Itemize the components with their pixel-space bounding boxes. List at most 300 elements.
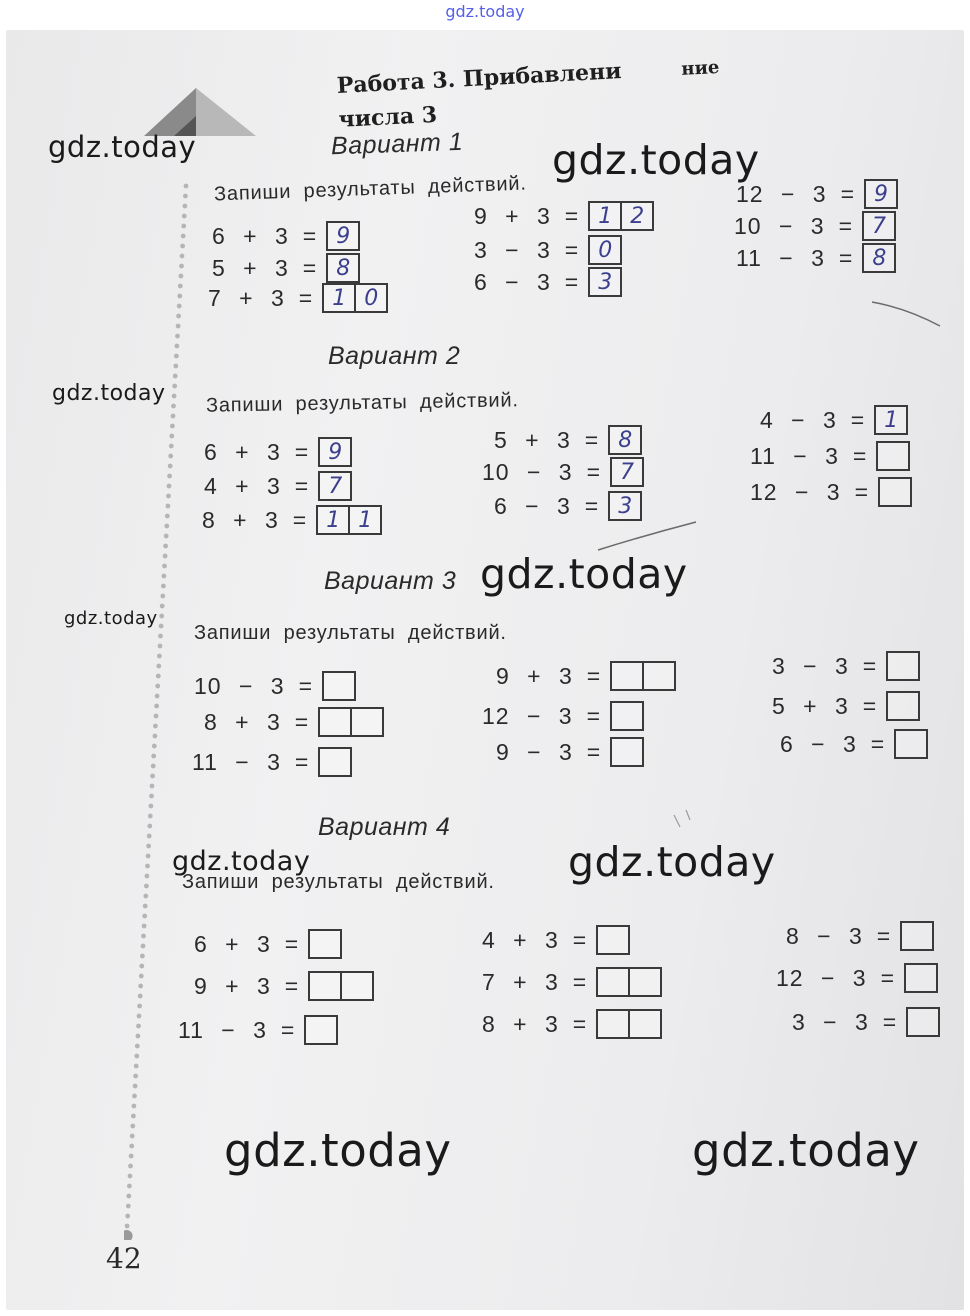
equation-expression: 4 − 3 — [760, 406, 837, 433]
margin-dot — [171, 414, 176, 419]
equals-sign: = — [284, 972, 299, 999]
margin-dot — [154, 704, 159, 709]
answer-digit-cell[interactable]: 1 — [326, 507, 341, 533]
answer-box[interactable] — [308, 929, 342, 959]
variant-3-instruction: Запиши результаты действий. — [194, 622, 507, 644]
margin-dot — [184, 184, 189, 189]
margin-dot — [129, 1144, 134, 1149]
margin-dot — [152, 744, 157, 749]
margin-dot — [163, 554, 168, 559]
margin-dot — [125, 1214, 130, 1219]
margin-dot — [128, 1174, 133, 1179]
answer-box[interactable] — [610, 661, 676, 691]
margin-dot — [134, 1064, 139, 1069]
equals-sign: = — [572, 926, 587, 953]
margin-dot — [131, 1114, 136, 1119]
answer-digit-cell[interactable]: 0 — [598, 237, 613, 263]
margin-dot — [153, 724, 158, 729]
answer-digit-cell[interactable]: 8 — [336, 255, 351, 281]
answer-digit-cell[interactable] — [628, 1011, 660, 1037]
margin-dot — [150, 774, 155, 779]
answer-digit-cell[interactable]: 9 — [874, 181, 889, 207]
equals-sign: = — [564, 268, 579, 295]
margin-dot — [163, 544, 168, 549]
margin-dot — [145, 874, 150, 879]
answer-digit-cell[interactable]: 9 — [336, 223, 351, 249]
margin-dot — [178, 284, 183, 289]
margin-dot — [176, 324, 181, 329]
margin-dot — [169, 444, 174, 449]
margin-dot — [171, 404, 176, 409]
equation-row — [786, 920, 934, 952]
equation-row — [192, 746, 352, 778]
margin-dot — [156, 664, 161, 669]
equation-row — [204, 436, 352, 468]
margin-dot — [164, 524, 169, 529]
answer-box[interactable] — [588, 267, 622, 297]
margin-dot — [124, 1230, 133, 1240]
margin-dot — [126, 1194, 131, 1199]
margin-dot — [159, 624, 164, 629]
margin-dot — [139, 964, 144, 969]
answer-digit-cell[interactable]: 8 — [618, 427, 633, 453]
equation-row — [780, 728, 928, 760]
margin-dot — [153, 734, 158, 739]
margin-dot — [177, 294, 182, 299]
answer-digit-cell[interactable] — [628, 969, 660, 995]
answer-digit-cell[interactable] — [642, 663, 674, 689]
margin-dot — [132, 1104, 137, 1109]
margin-dot — [179, 264, 184, 269]
answer-box[interactable] — [878, 477, 912, 507]
answer-box[interactable] — [608, 491, 642, 521]
equation-expression: 6 − 3 — [494, 492, 571, 519]
answer-digit-cell[interactable] — [598, 1011, 628, 1037]
equals-sign: = — [586, 702, 601, 729]
answer-box[interactable] — [596, 1009, 662, 1039]
variant-4-heading: Вариант 4 — [318, 813, 451, 841]
equation-expression: 11 − 3 — [736, 244, 825, 271]
answer-box[interactable] — [304, 1015, 338, 1045]
answer-digit-cell[interactable]: 7 — [620, 459, 635, 485]
margin-dot — [127, 1184, 132, 1189]
margin-dot — [141, 934, 146, 939]
equation-expression: 9 − 3 — [496, 738, 573, 765]
margin-dot — [149, 794, 154, 799]
margin-dot — [170, 424, 175, 429]
margin-dot — [138, 984, 143, 989]
equals-sign: = — [298, 284, 313, 311]
equation-expression: 11 − 3 — [178, 1016, 267, 1043]
equals-sign: = — [564, 202, 579, 229]
equals-sign: = — [294, 472, 309, 499]
equation-row — [494, 490, 642, 522]
margin-dot — [133, 1084, 138, 1089]
page-title — [336, 50, 722, 136]
answer-digit-cell[interactable]: 1 — [348, 507, 380, 533]
equation-row — [212, 252, 360, 284]
margin-dot — [155, 694, 160, 699]
answer-box[interactable] — [588, 201, 654, 231]
equation-row — [212, 220, 360, 252]
equation-expression: 8 + 3 — [204, 708, 281, 735]
equation-expression: 12 − 3 — [482, 702, 573, 729]
answer-box[interactable] — [326, 253, 360, 283]
margin-dot — [137, 1014, 142, 1019]
equation-row — [204, 706, 384, 738]
equals-sign: = — [838, 244, 853, 271]
answer-box[interactable] — [318, 437, 352, 467]
answer-digit-cell[interactable] — [612, 739, 642, 765]
margin-dot — [157, 654, 162, 659]
equation-row — [178, 1014, 338, 1046]
watermark: gdz.today — [692, 1124, 920, 1177]
answer-digit-cell[interactable]: 3 — [618, 493, 633, 519]
equation-expression: 6 − 3 — [780, 730, 857, 757]
margin-dot — [160, 594, 165, 599]
watermark: gdz.today — [64, 608, 158, 629]
margin-dot — [181, 234, 186, 239]
answer-digit-cell[interactable] — [598, 927, 628, 953]
answer-digit-cell[interactable] — [888, 653, 918, 679]
margin-dot — [130, 1134, 135, 1139]
margin-dot — [160, 604, 165, 609]
answer-digit-cell[interactable]: 9 — [328, 439, 343, 465]
title-line-2: числа 3 — [337, 101, 438, 133]
margin-dot — [161, 584, 166, 589]
equation-expression: 12 − 3 — [736, 180, 827, 207]
answer-digit-cell[interactable]: 0 — [354, 285, 386, 311]
variant-4-instruction: Запиши результаты действий. — [182, 871, 495, 893]
watermark: gdz.today — [568, 838, 776, 886]
equation-row — [474, 266, 622, 298]
equals-sign: = — [838, 212, 853, 239]
equation-row — [750, 476, 912, 508]
answer-digit-cell[interactable] — [320, 709, 350, 735]
equation-row — [494, 424, 642, 456]
watermark: gdz.today — [480, 550, 688, 598]
equation-row — [204, 470, 352, 502]
margin-dot — [183, 194, 188, 199]
answer-digit-cell[interactable] — [310, 973, 340, 999]
equation-row — [772, 650, 920, 682]
margin-dot — [146, 854, 151, 859]
margin-dot — [164, 534, 169, 539]
answer-box[interactable] — [862, 243, 896, 273]
equals-sign: = — [882, 1008, 897, 1035]
margin-dot — [168, 454, 173, 459]
watermark: gdz.today — [52, 381, 166, 406]
dotted-margin-line — [124, 180, 194, 1240]
margin-dot — [168, 464, 173, 469]
answer-box[interactable] — [308, 971, 374, 1001]
equals-sign: = — [280, 1016, 295, 1043]
answer-box[interactable] — [596, 925, 630, 955]
answer-digit-cell[interactable] — [612, 663, 642, 689]
margin-dot — [175, 334, 180, 339]
equals-sign: = — [852, 442, 867, 469]
margin-dot — [147, 824, 152, 829]
equals-sign: = — [862, 692, 877, 719]
equation-row — [772, 690, 920, 722]
margin-dot — [172, 394, 177, 399]
margin-dot — [167, 484, 172, 489]
equation-row — [750, 440, 910, 472]
margin-dot — [128, 1164, 133, 1169]
variant-3-heading: Вариант 3 — [324, 567, 457, 595]
margin-dot — [130, 1124, 135, 1129]
margin-dot — [134, 1054, 139, 1059]
site-link[interactable]: gdz.today — [445, 2, 525, 21]
margin-dot — [143, 894, 148, 899]
equation-row — [482, 1008, 662, 1040]
variant-2-instruction: Запиши результаты действий. — [205, 389, 519, 417]
margin-dot — [145, 864, 150, 869]
answer-digit-cell[interactable] — [340, 973, 372, 999]
equation-expression: 8 − 3 — [786, 922, 863, 949]
answer-box[interactable] — [874, 405, 908, 435]
answer-digit-cell[interactable]: 7 — [328, 473, 343, 499]
answer-digit-cell[interactable]: 1 — [598, 203, 613, 229]
answer-box[interactable] — [904, 963, 938, 993]
title-line-1: Работа 3. Прибавлени — [336, 58, 623, 99]
equation-row — [482, 456, 644, 488]
answer-digit-cell[interactable]: 7 — [872, 213, 887, 239]
margin-dot — [172, 384, 177, 389]
margin-dot — [143, 904, 148, 909]
margin-dot — [180, 254, 185, 259]
margin-dot — [166, 494, 171, 499]
answer-digit-cell[interactable] — [598, 969, 628, 995]
answer-box[interactable] — [862, 211, 896, 241]
margin-dot — [142, 924, 147, 929]
equals-sign: = — [880, 964, 895, 991]
equation-expression: 3 − 3 — [772, 652, 849, 679]
equation-expression: 10 − 3 — [194, 672, 285, 699]
margin-dot — [162, 564, 167, 569]
equation-expression: 9 + 3 — [474, 202, 551, 229]
answer-digit-cell[interactable] — [612, 703, 642, 729]
equation-expression: 7 + 3 — [208, 284, 285, 311]
equation-row — [792, 1006, 940, 1038]
margin-dot — [159, 614, 164, 619]
equals-sign: = — [584, 492, 599, 519]
equals-sign: = — [840, 180, 855, 207]
answer-box[interactable] — [864, 179, 898, 209]
equation-expression: 10 − 3 — [482, 458, 573, 485]
answer-digit-cell[interactable]: 8 — [872, 245, 887, 271]
margin-dot — [129, 1154, 134, 1159]
equation-expression: 10 − 3 — [734, 212, 825, 239]
margin-dot — [137, 1004, 142, 1009]
answer-digit-cell[interactable] — [310, 931, 340, 957]
answer-digit-cell[interactable] — [896, 731, 926, 757]
answer-box[interactable] — [326, 221, 360, 251]
equation-row — [208, 282, 388, 314]
answer-digit-cell[interactable] — [888, 693, 918, 719]
equals-sign: = — [572, 1010, 587, 1037]
workbook-page — [6, 30, 964, 1310]
answer-digit-cell[interactable] — [902, 923, 932, 949]
margin-dot — [155, 684, 160, 689]
answer-digit-cell[interactable] — [350, 709, 382, 735]
margin-dot — [166, 504, 171, 509]
equation-row — [474, 234, 622, 266]
margin-dot — [158, 644, 163, 649]
watermark: gdz.today — [224, 1124, 452, 1177]
variant-2-heading: Вариант 2 — [328, 342, 461, 370]
answer-box[interactable] — [318, 471, 352, 501]
equation-expression: 5 + 3 — [494, 426, 571, 453]
margin-dot — [162, 574, 167, 579]
margin-dot — [179, 274, 184, 279]
answer-digit-cell[interactable]: 3 — [598, 269, 613, 295]
equals-sign: = — [302, 222, 317, 249]
answer-box[interactable] — [900, 921, 934, 951]
margin-dot — [141, 944, 146, 949]
margin-dot — [144, 884, 149, 889]
title-line-1-edge: ние — [680, 56, 720, 80]
answer-digit-cell[interactable] — [324, 673, 354, 699]
answer-digit-cell[interactable] — [880, 479, 910, 505]
answer-digit-cell[interactable]: 2 — [620, 203, 652, 229]
margin-dot — [146, 844, 151, 849]
answer-digit-cell[interactable]: 1 — [332, 285, 347, 311]
margin-dot — [180, 244, 185, 249]
margin-dot — [173, 374, 178, 379]
answer-box[interactable] — [906, 1007, 940, 1037]
equation-expression: 5 + 3 — [212, 254, 289, 281]
equals-sign: = — [294, 438, 309, 465]
answer-digit-cell[interactable] — [878, 443, 908, 469]
answer-digit-cell[interactable] — [320, 749, 350, 775]
equals-sign: = — [876, 922, 891, 949]
margin-dot — [183, 204, 188, 209]
equals-sign: = — [298, 672, 313, 699]
watermark: gdz.today — [172, 846, 311, 877]
margin-dot — [181, 224, 186, 229]
margin-dot — [126, 1204, 131, 1209]
equation-row — [736, 178, 898, 210]
equation-row — [734, 210, 896, 242]
margin-dot — [176, 314, 181, 319]
equation-row — [482, 966, 662, 998]
equation-expression: 7 + 3 — [482, 968, 559, 995]
equation-expression: 11 − 3 — [192, 748, 281, 775]
equals-sign: = — [292, 506, 307, 533]
watermark: gdz.today — [48, 130, 197, 164]
answer-box[interactable] — [610, 737, 644, 767]
equation-expression: 12 − 3 — [776, 964, 867, 991]
answer-box[interactable] — [608, 425, 642, 455]
equation-expression: 8 + 3 — [202, 506, 279, 533]
answer-box[interactable] — [318, 707, 384, 737]
margin-dot — [165, 514, 170, 519]
answer-box[interactable] — [610, 457, 644, 487]
margin-dot — [156, 674, 161, 679]
margin-dot — [125, 1224, 130, 1229]
answer-box[interactable] — [894, 729, 928, 759]
equation-expression: 6 − 3 — [474, 268, 551, 295]
answer-box[interactable] — [886, 691, 920, 721]
answer-digit-cell[interactable] — [906, 965, 936, 991]
equation-expression: 12 − 3 — [750, 478, 841, 505]
equation-row — [776, 962, 938, 994]
answer-box[interactable] — [322, 671, 356, 701]
answer-box[interactable] — [596, 967, 662, 997]
answer-box[interactable] — [316, 505, 382, 535]
answer-box[interactable] — [588, 235, 622, 265]
margin-dot — [175, 344, 180, 349]
margin-dot — [132, 1094, 137, 1099]
margin-dot — [133, 1074, 138, 1079]
equals-sign: = — [862, 652, 877, 679]
equals-sign: = — [586, 738, 601, 765]
equation-expression: 8 + 3 — [482, 1010, 559, 1037]
answer-box[interactable] — [318, 747, 352, 777]
margin-dot — [149, 804, 154, 809]
margin-dot — [158, 634, 163, 639]
equation-row — [496, 660, 676, 692]
equation-row — [194, 970, 374, 1002]
margin-dot — [154, 714, 159, 719]
equation-expression: 3 − 3 — [474, 236, 551, 263]
answer-digit-cell[interactable] — [908, 1009, 938, 1035]
watermark: gdz.today — [552, 136, 760, 184]
equals-sign: = — [284, 930, 299, 957]
margin-dot — [139, 974, 144, 979]
margin-dot — [167, 474, 172, 479]
margin-dot — [138, 994, 143, 999]
margin-dot — [182, 214, 187, 219]
equation-expression: 5 + 3 — [772, 692, 849, 719]
equation-row — [194, 670, 356, 702]
equation-row — [736, 242, 896, 274]
equals-sign: = — [850, 406, 865, 433]
equals-sign: = — [870, 730, 885, 757]
answer-digit-cell[interactable] — [306, 1017, 336, 1043]
margin-dot — [148, 814, 153, 819]
margin-dot — [140, 954, 145, 959]
equation-row — [194, 928, 342, 960]
margin-dot — [136, 1034, 141, 1039]
equals-sign: = — [586, 458, 601, 485]
equation-expression: 6 + 3 — [204, 438, 281, 465]
equation-row — [482, 700, 644, 732]
answer-box[interactable] — [322, 283, 388, 313]
margin-dot — [177, 304, 182, 309]
equals-sign: = — [302, 254, 317, 281]
variant-1-heading: Вариант 1 — [330, 127, 464, 161]
margin-dot — [151, 764, 156, 769]
answer-box[interactable] — [610, 701, 644, 731]
equals-sign: = — [564, 236, 579, 263]
margin-dot — [151, 754, 156, 759]
margin-dot — [150, 784, 155, 789]
answer-box[interactable] — [876, 441, 910, 471]
equation-row — [474, 200, 654, 232]
equals-sign: = — [572, 968, 587, 995]
equals-sign: = — [586, 662, 601, 689]
equals-sign: = — [294, 708, 309, 735]
equation-expression: 6 + 3 — [194, 930, 271, 957]
margin-dot — [169, 434, 174, 439]
equation-row — [496, 736, 644, 768]
equals-sign: = — [584, 426, 599, 453]
answer-box[interactable] — [886, 651, 920, 681]
answer-digit-cell[interactable]: 1 — [884, 407, 899, 433]
equation-row — [482, 924, 630, 956]
